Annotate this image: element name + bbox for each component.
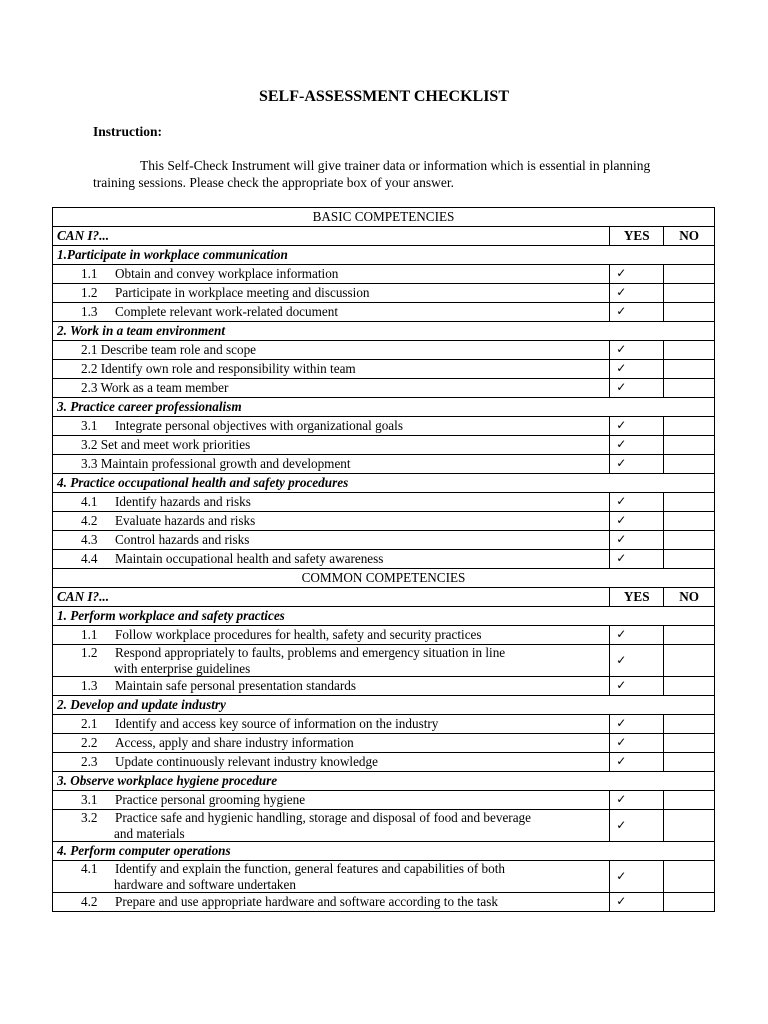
- item-text: Evaluate hazards and risks: [115, 513, 256, 529]
- yes-checkbox[interactable]: [610, 379, 664, 398]
- item-text: 3.3 Maintain professional growth and development: [81, 456, 351, 472]
- yes-checkbox[interactable]: [610, 791, 664, 810]
- check-icon: ✓: [616, 380, 627, 395]
- item-text: Identify and access key source of information on the industry: [115, 716, 439, 732]
- yes-checkbox[interactable]: [610, 810, 664, 842]
- item-number: 4.3: [81, 532, 98, 548]
- checklist-item: [53, 753, 610, 772]
- item-text: Maintain safe personal presentation standards: [115, 678, 356, 694]
- group-title: 1.Participate in workplace communication: [53, 246, 715, 265]
- checklist-item: [53, 341, 610, 360]
- section-heading: [53, 208, 715, 227]
- check-icon: ✓: [616, 285, 627, 300]
- table-row: [53, 265, 715, 284]
- check-icon: ✓: [616, 754, 627, 769]
- yes-checkbox[interactable]: [610, 284, 664, 303]
- competency-group: [53, 607, 715, 626]
- checklist-item: [53, 493, 610, 512]
- checklist-item: [53, 715, 610, 734]
- item-text: Complete relevant work-related document: [115, 304, 339, 320]
- group-title: 4. Practice occupational health and safety procedures: [53, 474, 715, 493]
- no-checkbox[interactable]: [664, 893, 715, 912]
- no-checkbox[interactable]: [664, 341, 715, 360]
- no-checkbox[interactable]: [664, 360, 715, 379]
- yes-checkbox[interactable]: [610, 417, 664, 436]
- check-icon: ✓: [616, 652, 627, 667]
- checklist-item: [53, 861, 610, 893]
- item-text: Maintain occupational health and safety awareness: [115, 551, 384, 567]
- item-line: [81, 861, 505, 876]
- item-line: [81, 678, 356, 693]
- check-icon: ✓: [616, 532, 627, 547]
- table-row: [53, 531, 715, 550]
- item-text-continued: and materials: [114, 825, 185, 841]
- item-number: 1.3: [81, 304, 98, 320]
- table-row: [53, 512, 715, 531]
- item-line: [81, 456, 351, 471]
- yes-checkbox[interactable]: [610, 493, 664, 512]
- item-line: [81, 361, 356, 376]
- table-row: [53, 455, 715, 474]
- checklist-item: [53, 893, 610, 912]
- table-row: [53, 436, 715, 455]
- item-number: 1.1: [81, 266, 98, 282]
- competency-group: [53, 696, 715, 715]
- item-line: [81, 894, 498, 909]
- column-header-row: [53, 227, 715, 246]
- table-row: [53, 715, 715, 734]
- table-row: [53, 893, 715, 912]
- no-checkbox[interactable]: [664, 455, 715, 474]
- item-text: 2.3 Work as a team member: [81, 380, 229, 396]
- item-line: [81, 437, 250, 452]
- yes-checkbox[interactable]: [610, 512, 664, 531]
- table-row: [53, 550, 715, 569]
- no-checkbox[interactable]: [664, 531, 715, 550]
- instruction-text: [93, 157, 693, 191]
- section-heading: [53, 569, 715, 588]
- no-checkbox[interactable]: [664, 436, 715, 455]
- yes-header: YES: [610, 588, 664, 607]
- group-title: 3. Observe workplace hygiene procedure: [53, 772, 715, 791]
- checklist-item: [53, 455, 610, 474]
- item-line: [81, 513, 255, 528]
- competency-group: [53, 842, 715, 861]
- item-text: 3.2 Set and meet work priorities: [81, 437, 251, 453]
- table-row: [53, 379, 715, 398]
- yes-checkbox[interactable]: [610, 341, 664, 360]
- yes-checkbox[interactable]: [610, 677, 664, 696]
- page-title: SELF-ASSESSMENT CHECKLIST: [258, 88, 509, 105]
- item-line: [81, 551, 383, 566]
- no-checkbox[interactable]: [664, 493, 715, 512]
- checklist-item: [53, 265, 610, 284]
- item-line: [81, 810, 531, 825]
- item-number: 4.2: [81, 513, 98, 529]
- check-icon: ✓: [616, 513, 627, 528]
- checklist-item: [53, 436, 610, 455]
- table-row: [53, 341, 715, 360]
- item-number: 3.1: [81, 792, 98, 808]
- item-text: Obtain and convey workplace information: [115, 266, 339, 282]
- check-icon: ✓: [616, 716, 627, 731]
- item-number: 4.2: [81, 894, 98, 910]
- check-icon: ✓: [616, 266, 627, 281]
- item-text: Identify hazards and risks: [115, 494, 251, 510]
- item-line: [81, 285, 370, 300]
- no-checkbox[interactable]: [664, 791, 715, 810]
- competency-group: [53, 246, 715, 265]
- check-icon: ✓: [616, 894, 627, 909]
- yes-header: YES: [610, 227, 664, 246]
- check-icon: ✓: [616, 627, 627, 642]
- item-line: [81, 418, 403, 433]
- check-icon: ✓: [616, 678, 627, 693]
- item-text: Prepare and use appropriate hardware and software according to the task: [115, 894, 499, 910]
- check-icon: ✓: [616, 817, 627, 832]
- check-icon: ✓: [616, 868, 627, 883]
- item-line: [81, 342, 256, 357]
- yes-checkbox[interactable]: [610, 734, 664, 753]
- no-checkbox[interactable]: [664, 550, 715, 569]
- table-row: [53, 810, 715, 842]
- check-icon: ✓: [616, 551, 627, 566]
- check-icon: ✓: [616, 342, 627, 357]
- section-title: COMMON COMPETENCIES: [53, 569, 715, 588]
- yes-checkbox[interactable]: [610, 436, 664, 455]
- item-line: [81, 754, 378, 769]
- no-checkbox[interactable]: [664, 677, 715, 696]
- check-icon: ✓: [616, 735, 627, 750]
- column-header-row: [53, 588, 715, 607]
- group-title: 2. Develop and update industry: [53, 696, 715, 715]
- check-icon: ✓: [616, 418, 627, 433]
- checklist-item: [53, 550, 610, 569]
- item-text: Respond appropriately to faults, problems and emergency situation in line: [115, 645, 506, 660]
- checklist-item: [53, 360, 610, 379]
- yes-checkbox[interactable]: [610, 265, 664, 284]
- table-row: [53, 417, 715, 436]
- item-text: 2.2 Identify own role and responsibility within team: [81, 361, 356, 377]
- yes-checkbox[interactable]: [610, 645, 664, 677]
- table-row: [53, 753, 715, 772]
- checklist-table: [52, 207, 715, 912]
- no-checkbox[interactable]: [664, 626, 715, 645]
- check-icon: ✓: [616, 456, 627, 471]
- item-line: [81, 716, 438, 731]
- competency-group: [53, 322, 715, 341]
- item-number: 3.2: [81, 810, 98, 825]
- instruction-label: Instruction:: [93, 124, 163, 139]
- no-checkbox[interactable]: [664, 284, 715, 303]
- item-number: 4.4: [81, 551, 98, 567]
- section-title: BASIC COMPETENCIES: [53, 208, 715, 227]
- check-icon: ✓: [616, 304, 627, 319]
- item-text: 2.1 Describe team role and scope: [81, 342, 257, 358]
- yes-checkbox[interactable]: [610, 550, 664, 569]
- can-i-header: CAN I?...: [53, 227, 610, 246]
- yes-checkbox[interactable]: [610, 861, 664, 893]
- no-checkbox[interactable]: [664, 645, 715, 677]
- no-checkbox[interactable]: [664, 734, 715, 753]
- item-number: 1.2: [81, 645, 98, 660]
- item-number: 4.1: [81, 494, 98, 510]
- group-title: 4. Perform computer operations: [53, 842, 715, 861]
- item-line: [81, 645, 505, 660]
- item-line: [81, 792, 305, 807]
- table-row: [53, 284, 715, 303]
- check-icon: ✓: [616, 361, 627, 376]
- item-number: 2.3: [81, 754, 98, 770]
- group-title: 1. Perform workplace and safety practices: [53, 607, 715, 626]
- checklist-item: [53, 677, 610, 696]
- item-line: [81, 304, 338, 319]
- item-text: Update continuously relevant industry knowledge: [115, 754, 378, 770]
- competency-group: [53, 474, 715, 493]
- no-checkbox[interactable]: [664, 379, 715, 398]
- checklist-item: [53, 303, 610, 322]
- yes-checkbox[interactable]: [610, 893, 664, 912]
- item-text: Follow workplace procedures for health, safety and security practices: [115, 627, 482, 643]
- checklist-item: [53, 512, 610, 531]
- table-row: [53, 861, 715, 893]
- checklist-item: [53, 734, 610, 753]
- no-checkbox[interactable]: [664, 715, 715, 734]
- item-text: Access, apply and share industry information: [115, 735, 354, 751]
- item-line: [81, 532, 249, 547]
- yes-checkbox[interactable]: [610, 360, 664, 379]
- competency-group: [53, 398, 715, 417]
- no-checkbox[interactable]: [664, 861, 715, 893]
- item-line: [81, 627, 482, 642]
- item-line: [81, 735, 354, 750]
- item-number: 4.1: [81, 861, 98, 876]
- item-number: 1.3: [81, 678, 98, 694]
- table-row: [53, 360, 715, 379]
- checklist-item: [53, 645, 610, 677]
- table-row: [53, 791, 715, 810]
- item-text: Identify and explain the function, general features and capabilities of both: [115, 861, 505, 876]
- table-row: [53, 677, 715, 696]
- group-title: 2. Work in a team environment: [53, 322, 715, 341]
- competency-group: [53, 772, 715, 791]
- item-number: 2.2: [81, 735, 98, 751]
- item-text: Practice safe and hygienic handling, storage and disposal of food and beverage: [115, 810, 531, 825]
- instruction-body: This Self-Check Instrument will give trainer data or information which is essential in planning training sessions. Please check the appropriate box of your answer.: [93, 158, 651, 190]
- can-i-header: CAN I?...: [53, 588, 610, 607]
- checklist-item: [53, 531, 610, 550]
- item-text: Control hazards and risks: [115, 532, 250, 548]
- group-title: 3. Practice career professionalism: [53, 398, 715, 417]
- item-text: Practice personal grooming hygiene: [115, 792, 306, 808]
- check-icon: ✓: [616, 437, 627, 452]
- checklist-item: [53, 626, 610, 645]
- item-line: [81, 494, 251, 509]
- item-text-continued: with enterprise guidelines: [114, 660, 251, 676]
- check-icon: ✓: [616, 792, 627, 807]
- table-row: [53, 493, 715, 512]
- item-number: 3.1: [81, 418, 98, 434]
- item-text: Integrate personal objectives with organizational goals: [115, 418, 403, 434]
- no-checkbox[interactable]: [664, 303, 715, 322]
- yes-checkbox[interactable]: [610, 531, 664, 550]
- item-number: 2.1: [81, 716, 98, 732]
- yes-checkbox[interactable]: [610, 455, 664, 474]
- no-checkbox[interactable]: [664, 512, 715, 531]
- no-checkbox[interactable]: [664, 265, 715, 284]
- no-header: NO: [664, 588, 715, 607]
- checklist-item: [53, 810, 610, 842]
- yes-checkbox[interactable]: [610, 303, 664, 322]
- checklist-item: [53, 284, 610, 303]
- no-checkbox[interactable]: [664, 810, 715, 842]
- check-icon: ✓: [616, 494, 627, 509]
- yes-checkbox[interactable]: [610, 753, 664, 772]
- no-header: NO: [664, 227, 715, 246]
- checklist-item: [53, 417, 610, 436]
- item-text: Participate in workplace meeting and discussion: [115, 285, 370, 301]
- table-row: [53, 303, 715, 322]
- yes-checkbox[interactable]: [610, 626, 664, 645]
- table-row: [53, 734, 715, 753]
- item-number: 1.1: [81, 627, 98, 643]
- checklist-item: [53, 791, 610, 810]
- table-row: [53, 626, 715, 645]
- no-checkbox[interactable]: [664, 417, 715, 436]
- yes-checkbox[interactable]: [610, 715, 664, 734]
- item-line: [81, 266, 338, 281]
- table-row: [53, 645, 715, 677]
- no-checkbox[interactable]: [664, 753, 715, 772]
- item-line: [81, 380, 228, 395]
- checklist-item: [53, 379, 610, 398]
- item-text-continued: hardware and software undertaken: [114, 876, 296, 892]
- item-number: 1.2: [81, 285, 98, 301]
